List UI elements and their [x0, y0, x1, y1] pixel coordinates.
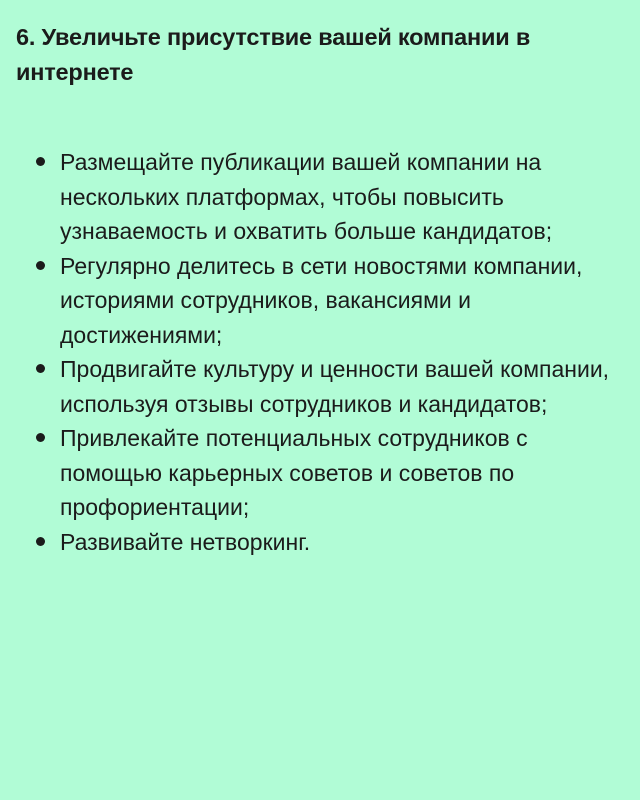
list-item-text: Регулярно делитесь в сети новостями компании, историями сотрудников, вакансиями и достижениями;: [60, 252, 583, 348]
bullet-icon: [36, 364, 45, 373]
bullet-icon: [36, 157, 45, 166]
list-item-text: Продвигайте культуру и ценности вашей компании, используя отзывы сотрудников и кандидатов;: [60, 356, 610, 417]
bullet-icon: [36, 433, 45, 442]
list-item: [16, 145, 628, 249]
tips-list: [16, 145, 628, 559]
list-item-text: Размещайте публикации вашей компании на нескольких платформах, чтобы повысить узнаваемость и охватить больше кандидатов;: [60, 149, 553, 244]
list-item: [16, 249, 628, 353]
bullet-icon: [36, 261, 45, 270]
list-item: [16, 421, 628, 525]
list-item-text: Привлекайте потенциальных сотрудников с помощью карьерных советов и советов по профориентации;: [60, 425, 528, 520]
list-item: [16, 352, 628, 421]
document-body: [16, 20, 628, 559]
list-item: [16, 525, 628, 560]
bullet-icon: [36, 537, 45, 546]
list-item-text: Развивайте нетворкинг.: [60, 528, 311, 555]
section-heading: 6. Увеличьте присутствие вашей компании в интернете: [16, 24, 531, 85]
